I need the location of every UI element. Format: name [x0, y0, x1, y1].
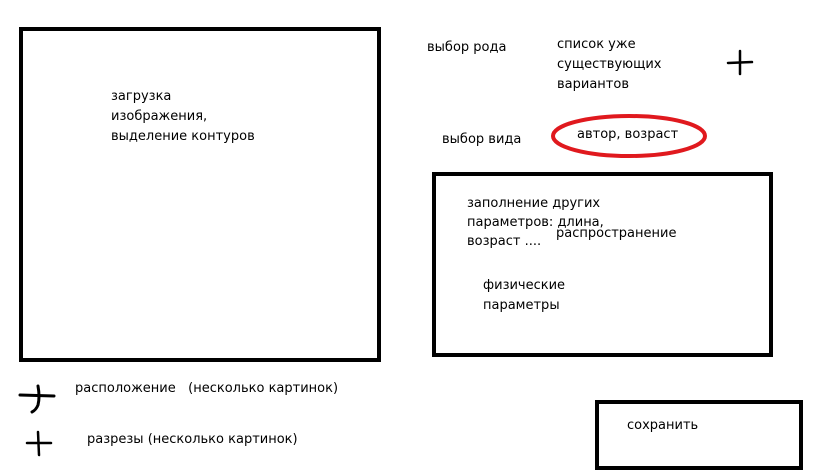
other-params-line-3: возраст ....: [467, 234, 542, 249]
upload-label-line-3: выделение контуров: [111, 129, 255, 144]
upload-label: [111, 87, 255, 147]
distribution-field[interactable]: распространение: [556, 226, 677, 241]
save-button-label: сохранить: [627, 418, 699, 433]
other-params-line-2: параметров: длина,: [467, 215, 604, 230]
upload-label-line-2: изображения,: [111, 109, 208, 124]
other-params-line-1: заполнение других: [467, 196, 601, 211]
existing-variants-list[interactable]: [557, 35, 662, 95]
physical-params-line-1: физические: [483, 278, 566, 293]
add-location-plus-icon[interactable]: [18, 383, 58, 415]
add-sections-plus-icon[interactable]: [25, 429, 53, 457]
parameters-panel[interactable]: [432, 172, 773, 357]
location-label: расположение (несколько картинок): [75, 381, 339, 396]
existing-list-line-2: существующих: [557, 57, 662, 72]
physical-params-line-2: параметры: [483, 298, 560, 313]
genus-select[interactable]: выбор рода: [427, 40, 507, 55]
species-select[interactable]: выбор вида: [442, 132, 522, 147]
existing-list-line-3: вариантов: [557, 77, 629, 92]
sections-label: разрезы (несколько картинок): [87, 432, 298, 447]
physical-params-label[interactable]: [483, 276, 565, 316]
upload-label-line-1: загрузка: [111, 89, 172, 104]
author-age-field[interactable]: автор, возраст: [577, 127, 679, 142]
add-genus-plus-icon[interactable]: [726, 48, 754, 76]
existing-list-line-1: список уже: [557, 37, 636, 52]
image-upload-area[interactable]: [19, 27, 381, 362]
